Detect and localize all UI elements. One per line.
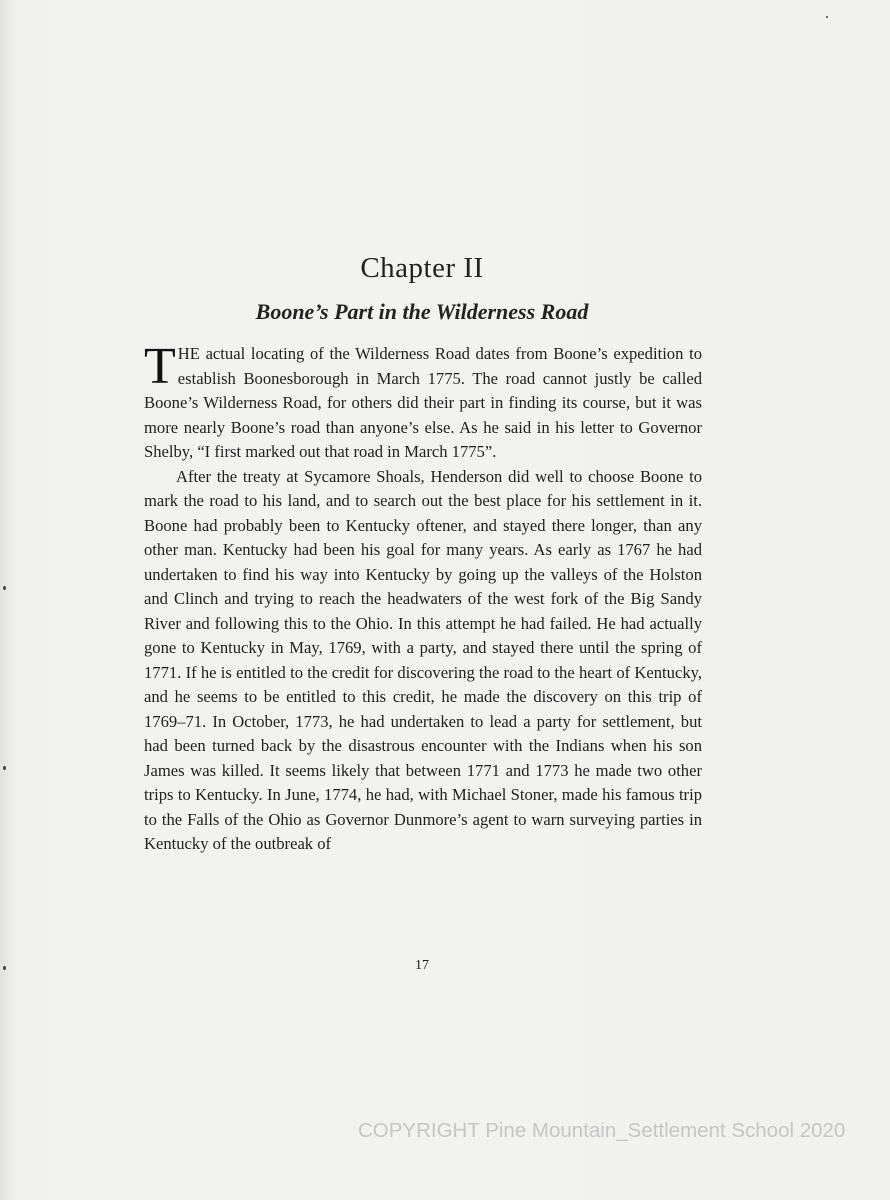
chapter-title: Chapter II <box>360 252 484 284</box>
paragraph-1-text: HE actual locating of the Wilderness Road dates from Boone’s expedition to establish Boonesborough in March 1775. The road cannot justly be called Boone’s Wilderness Road, for others did their part in finding its course, but it was more nearly Boone’s road than anyone’s else. As he said in his letter to Governor Shelby, “I first marked out that road in March 1775”. <box>144 344 702 461</box>
drop-cap: T <box>144 338 176 395</box>
body-text <box>144 338 702 857</box>
paragraph-1 <box>144 338 702 465</box>
scan-speck <box>826 16 828 18</box>
page-number: 17 <box>415 958 429 973</box>
scan-speck <box>3 766 6 770</box>
paragraph-2: After the treaty at Sycamore Shoals, Henderson did well to choose Boone to mark the road to his land, and to search out the best place for his settlement in it. Boone had probably been to Kentucky oftener, and stayed there longer, than any other man. Kentucky had been his goal for many years. As early as 1767 he had undertaken to find his way into Kentucky by going up the valleys of the Holston and Clinch and trying to reach the headwaters of the west fork of the Big Sandy River and following this to the Ohio. In this attempt he had failed. He had actually gone to Kentucky in May, 1769, with a party, and stayed there until the spring of 1771. If he is entitled to the credit for discovering the road to the heart of Kentucky, and he seems to be entitled to this credit, he made the discovery on this trip of 1769–71. In October, 1773, he had undertaken to lead a party for settlement, but had been turned back by the disastrous encounter with the Indians when his son James was killed. It seems likely that between 1771 and 1773 he made two other trips to Kentucky. In June, 1774, he had, with Michael Stoner, made his famous trip to the Falls of the Ohio as Governor Dunmore’s agent to warn surveying parties in Kentucky of the outbreak of <box>144 466 702 853</box>
scan-speck <box>3 966 6 970</box>
scan-speck <box>3 586 6 590</box>
chapter-subtitle: Boone’s Part in the Wilderness Road <box>255 299 589 324</box>
copyright-watermark: COPYRIGHT Pine Mountain_Settlement School 2020 <box>358 1119 846 1142</box>
